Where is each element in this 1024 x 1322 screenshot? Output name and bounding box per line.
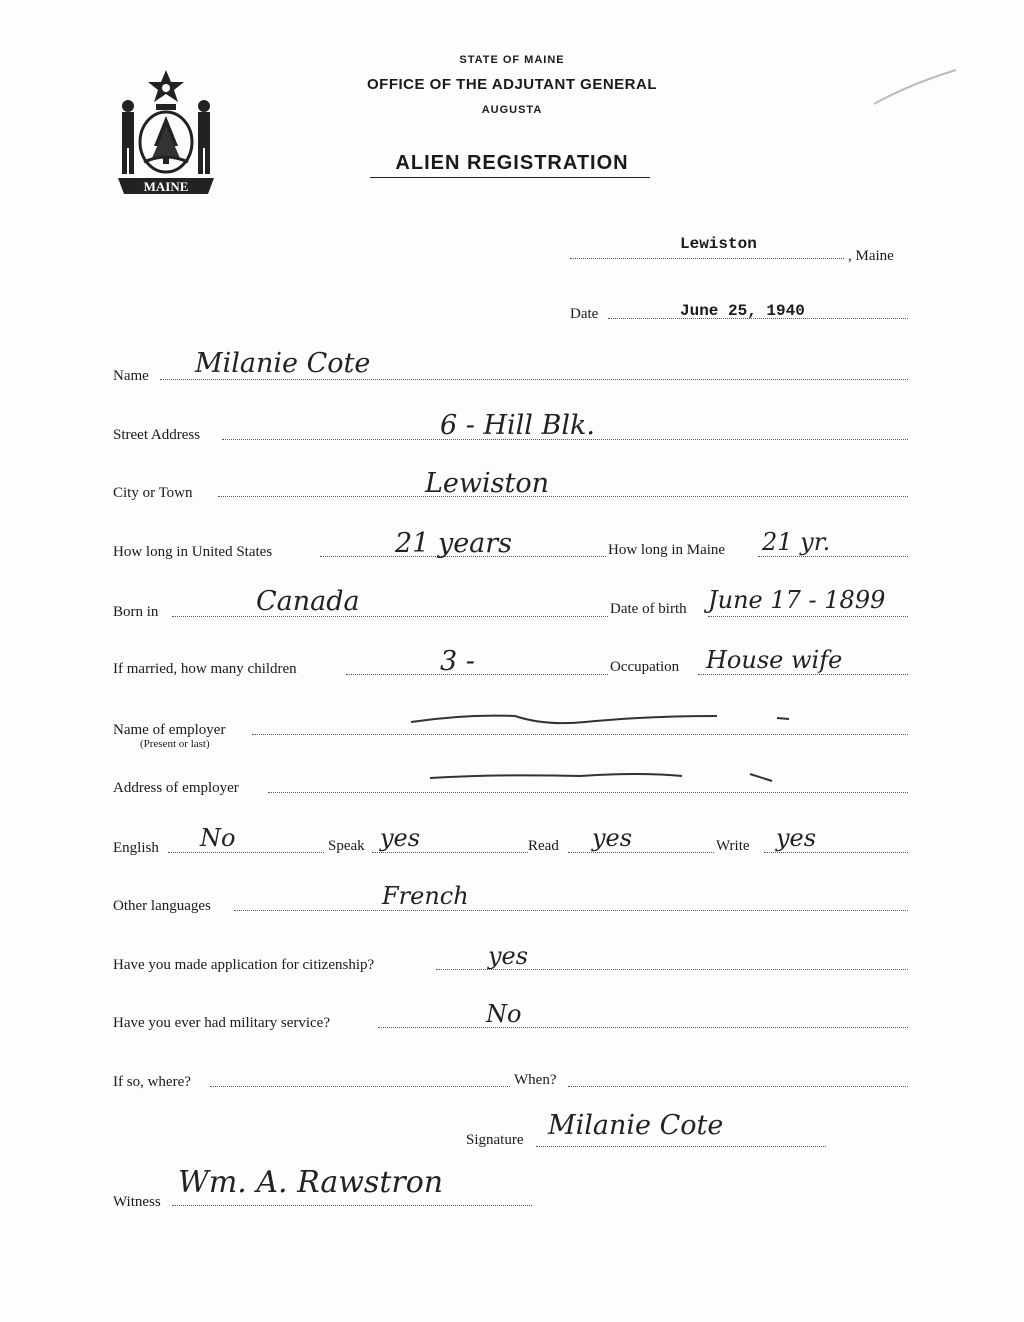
header-state: STATE OF MAINE bbox=[459, 54, 565, 66]
write-value: yes bbox=[776, 824, 817, 852]
us-duration-label: How long in United States bbox=[113, 544, 273, 560]
born-in-label: Born in bbox=[113, 604, 159, 620]
military-label: Have you ever had military service? bbox=[113, 1015, 330, 1031]
pencil-checkmark-icon bbox=[870, 64, 960, 108]
maine-state-seal-icon bbox=[108, 66, 224, 202]
city-value: Lewiston bbox=[425, 468, 550, 499]
military-value: No bbox=[486, 1000, 522, 1028]
date-label: Date bbox=[570, 306, 599, 322]
name-line bbox=[160, 379, 908, 380]
write-line bbox=[764, 852, 908, 853]
where-label: If so, where? bbox=[113, 1074, 191, 1090]
born-in-line bbox=[172, 616, 608, 617]
witness-label: Witness bbox=[113, 1194, 161, 1210]
location-suffix: , Maine bbox=[848, 248, 894, 264]
city-line bbox=[218, 496, 908, 497]
other-languages-line bbox=[234, 910, 908, 911]
occupation-line bbox=[698, 674, 908, 675]
children-label: If married, how many children bbox=[113, 661, 297, 677]
occupation-value: House wife bbox=[706, 646, 843, 674]
write-label: Write bbox=[716, 838, 750, 854]
witness-line bbox=[172, 1205, 532, 1206]
date-of-birth-label: Date of birth bbox=[610, 601, 687, 617]
signature-label: Signature bbox=[466, 1132, 524, 1148]
when-line bbox=[568, 1086, 908, 1087]
english-line bbox=[168, 852, 324, 853]
city-label: City or Town bbox=[113, 485, 193, 501]
read-value: yes bbox=[592, 824, 633, 852]
employer-address-dash-stroke bbox=[420, 764, 780, 788]
speak-value: yes bbox=[380, 824, 421, 852]
citizenship-label: Have you made application for citizenship? bbox=[113, 957, 375, 973]
form-title: ALIEN REGISTRATION bbox=[395, 152, 629, 174]
maine-duration-line bbox=[758, 556, 908, 557]
name-value: Milanie Cote bbox=[195, 348, 371, 379]
other-languages-value: French bbox=[382, 882, 469, 910]
born-in-value: Canada bbox=[256, 586, 360, 617]
maine-duration-value: 21 yr. bbox=[762, 528, 831, 556]
where-line bbox=[210, 1086, 510, 1087]
us-duration-value: 21 years bbox=[395, 528, 513, 559]
witness-value: Wm. A. Rawstron bbox=[178, 1165, 444, 1200]
location-line bbox=[570, 258, 844, 259]
military-line bbox=[378, 1027, 908, 1028]
employer-name-line bbox=[252, 734, 908, 735]
date-value: June 25, 1940 bbox=[680, 302, 805, 320]
employer-name-sublabel: (Present or last) bbox=[140, 738, 210, 750]
employer-address-line bbox=[268, 792, 908, 793]
header-city: AUGUSTA bbox=[481, 104, 543, 116]
employer-name-label: Name of employer bbox=[113, 722, 226, 738]
citizenship-value: yes bbox=[488, 942, 529, 970]
seal-text: MAINE bbox=[143, 179, 189, 194]
children-value: 3 - bbox=[440, 646, 475, 677]
other-languages-label: Other languages bbox=[113, 898, 211, 914]
street-value: 6 - Hill Blk. bbox=[440, 410, 595, 441]
speak-line bbox=[372, 852, 528, 853]
when-label: When? bbox=[514, 1072, 557, 1088]
read-label: Read bbox=[528, 838, 559, 854]
location-value: Lewiston bbox=[680, 235, 757, 253]
occupation-label: Occupation bbox=[610, 659, 680, 675]
children-line bbox=[346, 674, 608, 675]
read-line bbox=[568, 852, 714, 853]
english-value: No bbox=[200, 824, 236, 852]
english-label: English bbox=[113, 840, 159, 856]
maine-duration-label: How long in Maine bbox=[608, 542, 726, 558]
name-label: Name bbox=[113, 368, 149, 384]
street-label: Street Address bbox=[113, 427, 201, 443]
employer-name-dash-stroke bbox=[405, 706, 795, 732]
date-of-birth-line bbox=[708, 616, 908, 617]
employer-address-label: Address of employer bbox=[113, 780, 239, 796]
speak-label: Speak bbox=[328, 838, 365, 854]
date-of-birth-value: June 17 - 1899 bbox=[708, 586, 886, 614]
signature-line bbox=[536, 1146, 826, 1147]
signature-value: Milanie Cote bbox=[548, 1110, 724, 1141]
header-office: OFFICE OF THE ADJUTANT GENERAL bbox=[367, 76, 657, 93]
title-underline bbox=[370, 177, 650, 178]
